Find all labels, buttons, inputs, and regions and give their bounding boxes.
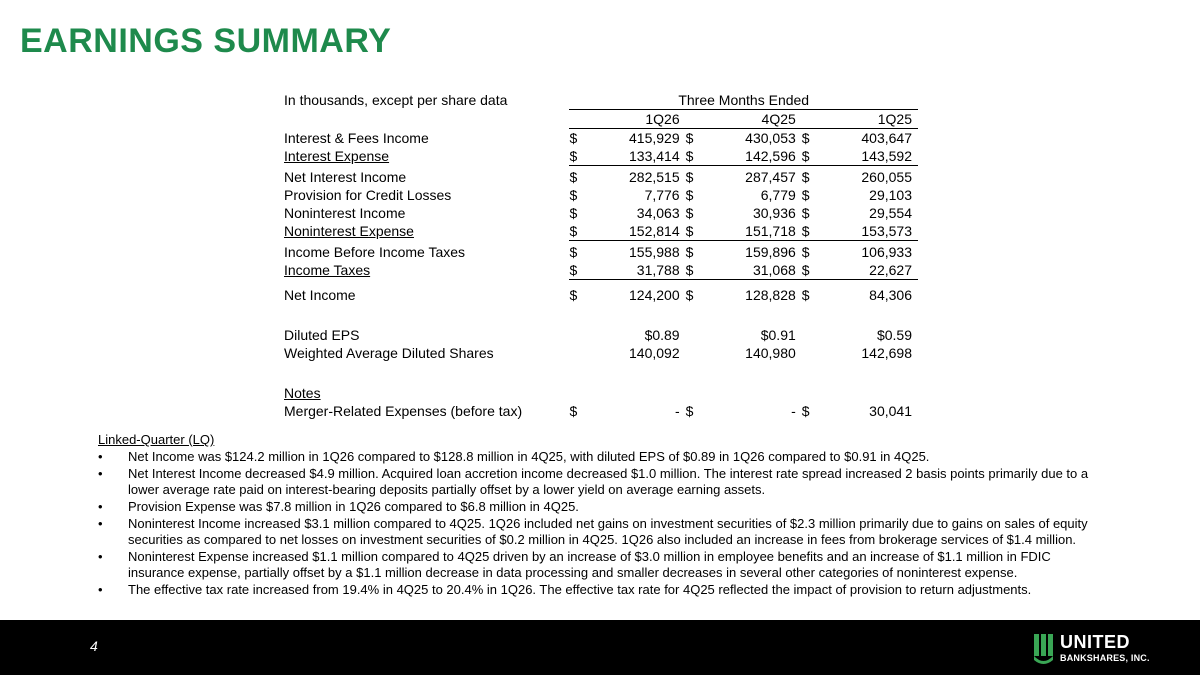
table-row: Merger-Related Expenses (before tax) $ - $ - $ 30,041	[284, 402, 912, 419]
row-label: Net Income	[284, 286, 356, 303]
bullet: •	[98, 549, 103, 564]
period-header: Three Months Ended	[569, 91, 918, 110]
bullet: •	[98, 449, 103, 464]
list-item: • Net Interest Income decreased $4.9 million. Acquired loan accretion income decreased $1.0 million. The interest rate spread increased 2 basis points primarily due to a lower average rate paid on interest-bearing deposits partially offset by a lower yield on average earning assets.	[98, 466, 1089, 497]
table-row: Net Interest Income $ 282,515 $ 287,457 $ 260,055	[284, 166, 918, 187]
table-caption: In thousands, except per share data	[284, 92, 508, 109]
table-row: Diluted EPS $0.89 $0.91 $0.59	[284, 326, 912, 343]
earnings-table	[284, 91, 918, 420]
table-row: Income Taxes $ 31,788 $ 31,068 $ 22,627	[284, 261, 918, 280]
list-item: • Noninterest Income increased $3.1 million compared to 4Q25. 1Q26 included net gains on investment securities of $2.3 million primarily due to gains on sales of equity securities as compared to net losses on investment securities of $0.2 million in 4Q25. 1Q26 also included an increase in fees from brokerage services of $1.4 million.	[98, 516, 1088, 547]
bullet: •	[98, 582, 103, 597]
row-label: Income Taxes	[284, 262, 371, 279]
column-header: 1Q25	[816, 110, 918, 129]
row-label: Merger-Related Expenses (before tax)	[284, 402, 523, 419]
list-item: • The effective tax rate increased from 19.4% in 4Q25 to 20.4% in 1Q26. The effective tax rate for 4Q25 reflected the impact of provision to return adjustments.	[98, 582, 1032, 597]
company-logo	[1034, 632, 1154, 668]
table-row: Noninterest Income $ 34,063 $ 30,936 $ 29,554	[284, 205, 912, 221]
commentary-heading: Linked-Quarter (LQ)	[98, 432, 215, 447]
logo-text-secondary: BANKSHARES, INC.	[1060, 653, 1150, 663]
commentary-list	[98, 449, 1108, 598]
table-row: Interest Expense $ 133,414 $ 142,596 $ 143,592	[284, 147, 918, 166]
commentary	[98, 432, 1108, 599]
footer-bar	[0, 620, 1200, 675]
row-label: Diluted EPS	[284, 326, 360, 343]
row-label: Net Interest Income	[284, 169, 407, 185]
row-label: Noninterest Expense	[284, 223, 414, 240]
table-row: Net Income $ 124,200 $ 128,828 $ 84,306	[284, 280, 918, 304]
bullet: •	[98, 499, 103, 514]
table-row: Interest & Fees Income $ 415,929 $ 430,053 $ 403,647	[284, 129, 912, 146]
row-label: Income Before Income Taxes	[284, 244, 466, 260]
page-number: 4	[90, 638, 98, 654]
column-header-row	[284, 110, 918, 129]
list-item: • Noninterest Expense increased $1.1 million compared to 4Q25 driven by an increase of $3.0 million in employee benefits and an increase of $1.1 million in FDIC insurance expense, partially offset by a $1.1 million decrease in data processing and smaller decreases in several other categories of noninterest expense.	[98, 549, 1051, 580]
row-label: Noninterest Income	[284, 205, 406, 221]
list-item: • Net Income was $124.2 million in 1Q26 compared to $128.8 million in 4Q25, with diluted EPS of $0.89 in 1Q26 compared to $0.91 in 4Q25.	[98, 449, 930, 464]
column-header: 1Q26	[583, 110, 685, 129]
page-title: EARNINGS SUMMARY	[20, 22, 392, 60]
row-label: Interest Expense	[284, 148, 390, 165]
logo-text-primary: UNITED	[1060, 632, 1130, 652]
table-row: Provision for Credit Losses $ 7,776 $ 6,779 $ 29,103	[284, 187, 912, 203]
row-label: Weighted Average Diluted Shares	[284, 344, 494, 361]
list-item: • Provision Expense was $7.8 million in 1Q26 compared to $6.8 million in 4Q25.	[98, 499, 579, 514]
column-header: 4Q25	[700, 110, 802, 129]
bullet: •	[98, 466, 103, 481]
table-row: Income Before Income Taxes $ 155,988 $ 159,896 $ 106,933	[284, 241, 918, 262]
table-row: Weighted Average Diluted Shares 140,092 140,980 142,698	[284, 344, 912, 361]
notes-label: Notes	[284, 384, 321, 401]
logo-mark-icon	[1034, 634, 1054, 664]
notes-label-row	[284, 384, 918, 402]
row-label: Interest & Fees Income	[284, 129, 429, 146]
bullet: •	[98, 516, 103, 531]
table-header-row	[284, 91, 918, 110]
row-label: Provision for Credit Losses	[284, 187, 452, 203]
table-row: Noninterest Expense $ 152,814 $ 151,718 $ 153,573	[284, 222, 918, 241]
